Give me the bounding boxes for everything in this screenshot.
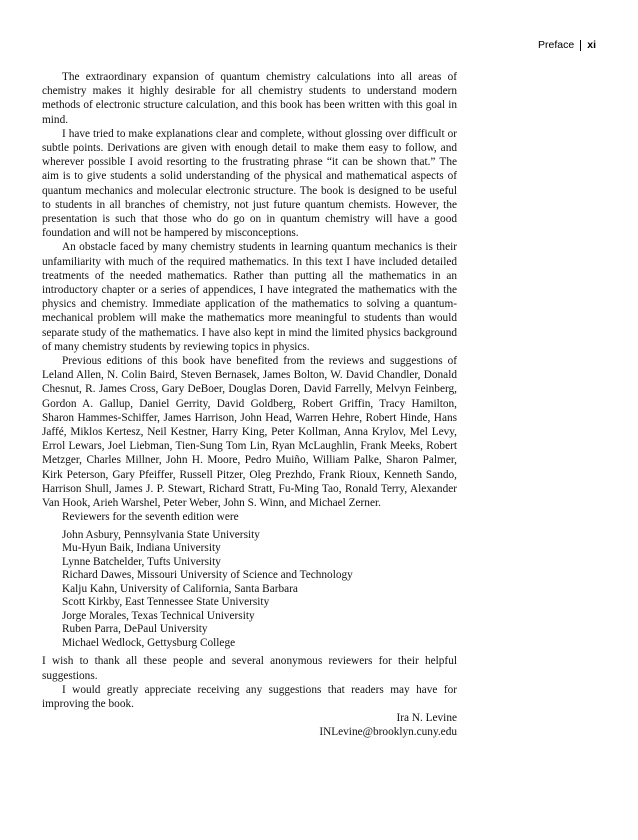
paragraph-intro: The extraordinary expansion of quantum chemistry calculations into all areas of chemistry makes it highly desirable for all chemistry students to understand modern methods of electronic structure calculation, and this book has been written with this goal in mind. [42,71,457,126]
paragraph-reviewers-intro: Reviewers for the seventh edition were [62,511,239,524]
list-item: Scott Kirkby, East Tennessee State University [62,596,270,609]
paragraph-acknowledgments: Previous editions of this book have benefited from the reviews and suggestions of Leland Allen, N. Colin Baird, Steven Bernasek, James Bolton, W. David Chandler, Donald Chesnut, R. James Cross, Gary DeBoer, Douglas Doren, David Farrelly, Melvyn Feinberg, Gordon A. Gallup, Daniel Gerrity, David Goldberg, Robert Griffin, Tracy Hamilton, Sharon Hammes-Schiffer, James Harrison, John Head, Warren Hehre, Robert Hinde, Hans Jaffé, Miklos Kertesz, Neil Kestner, Harry King, Peter Kollman, Anna Krylov, Mel Levy, Errol Lewars, Joel Liebman, Tien-Sung Tom Lin, Ryan McLaughlin, Frank Meeks, Robert Metzger, Charles Millner, John H. Moore, Pedro Muiño, William Palke, Sharon Palmer, Kirk Peterson, Gary Pfeiffer, Russell Pitzer, Oleg Prezhdo, Frank Rioux, Kenneth Sando, Harrison Shull, James J. P. Stewart, Richard Stratt, Fu-Ming Tao, Ronald Terry, Alexander Van Hook, Arieh Warshel, Peter Weber, John S. Winn, and Michael Zerner. [42,355,457,510]
preface-body [42,70,457,740]
list-item: Ruben Parra, DePaul University [62,623,208,636]
author-email: INLevine@brooklyn.cuny.edu [319,726,457,739]
paragraph-explanations: I have tried to make explanations clear and complete, without glossing over difficult or subtle points. Derivations are given with enough detail to make them easy to follow, and wherever possible I avoid resorting to the frustrating phrase “it can be shown that.” The aim is to give students a solid understanding of the physical and mathematical aspects of quantum mechanics and molecular electronic structure. The book is designed to be useful to students in all branches of chemistry, not just future quantum chemists. However, the presentation is such that those who do go on in quantum chemistry will have a good foundation and will not be hampered by misconceptions. [42,127,457,240]
page-number: xi [587,39,596,51]
paragraph-mathematics: An obstacle faced by many chemistry students in learning quantum mechanics is their unfamiliarity with much of the required mathematics. In this text I have included detailed treatments of the needed mathematics. Rather than putting all the mathematics in an introductory chapter or a series of appendices, I have integrated the mathematics with the physics and chemistry. Immediate application of the mathematics to solving a quantum-mechanical problem will make the mathematics more meaningful to students than would separate study of the mathematics. I have also kept in mind the limited physics background of many chemistry students by reviewing topics in physics. [42,241,457,353]
running-head [538,39,596,51]
list-item: Mu-Hyun Baik, Indiana University [62,542,221,555]
list-item: Kalju Kahn, University of California, Santa Barbara [62,582,298,595]
list-item: John Asbury, Pennsylvania State University [62,528,260,541]
paragraph-suggestions: I would greatly appreciate receiving any suggestions that readers may have for improving the book. [42,683,457,711]
list-item: Jorge Morales, Texas Technical University [62,609,255,622]
running-head-label: Preface [538,39,575,51]
list-item: Michael Wedlock, Gettysburg College [62,636,236,649]
list-item: Richard Dawes, Missouri University of Science and Technology [62,569,353,582]
list-item: Lynne Batchelder, Tufts University [62,555,221,568]
running-head-divider [580,40,581,51]
signature-block [42,711,457,739]
paragraph-thanks: I wish to thank all these people and several anonymous reviewers for their helpful suggestions. [42,655,457,682]
author-name: Ira N. Levine [396,712,457,725]
reviewer-list [62,529,457,651]
